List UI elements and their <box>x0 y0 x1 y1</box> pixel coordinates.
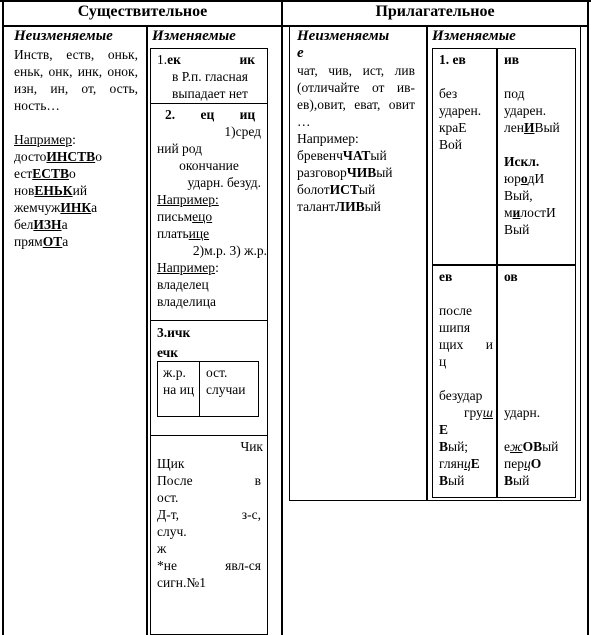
adj-iv-l2: ударен. <box>504 103 547 118</box>
rule4-line1: Чик <box>240 439 263 454</box>
noun-example-list <box>14 148 138 250</box>
rule3-title: 3.ичк <box>157 325 191 340</box>
rule4-line5 <box>157 506 261 523</box>
adj-ev-l3: краЕ <box>439 120 467 135</box>
noun-col-divider <box>146 25 148 635</box>
adj-ev2-l2: шипя <box>439 320 471 335</box>
frame-mid <box>281 0 283 635</box>
rule4-line7: ж <box>157 541 167 556</box>
adj-iv-e1-post: дИ <box>527 171 545 186</box>
adj-iv-e1-u: о <box>520 171 528 186</box>
adj-iv-e2: Вый, <box>504 188 533 203</box>
noun-example-3 <box>14 199 138 216</box>
noun-example-5 <box>14 233 138 250</box>
adj-iv-e3 <box>504 204 572 221</box>
rule3-title2: ечк <box>157 345 179 360</box>
rule3-cell-right: ост. случаи <box>206 365 246 397</box>
noun-example-suffix: ЕСТВ <box>32 166 69 181</box>
noun-example-pre: ест <box>14 166 33 181</box>
adj-ev2-l5: безудар <box>439 388 483 403</box>
adj-ev2-l9-b: Е <box>470 456 480 471</box>
adj-ev-head <box>439 51 493 68</box>
adjective-example-pre: болот <box>297 182 330 197</box>
adjective-example-post: ый <box>370 148 387 163</box>
adjective-inner-col-divider <box>496 48 498 498</box>
adjective-changeable-heading: Изменяемые <box>432 28 516 44</box>
rule2-ex1-underlined: ецо <box>192 209 213 224</box>
rule4-line5a: Д-т, <box>157 507 179 522</box>
noun-example-0 <box>14 148 138 165</box>
adjective-example-pre: талант <box>297 199 336 214</box>
adj-iv-head: ив <box>504 52 520 67</box>
noun-unchangeable-heading: Неизменяемые <box>14 28 113 44</box>
adj-ov-cell <box>504 268 574 489</box>
rule-num <box>157 51 181 68</box>
adjective-example-suffix: ИСТ <box>329 182 359 197</box>
rule4-line3 <box>157 472 261 489</box>
rule4-line8 <box>157 557 261 574</box>
rule4-line4: ост. <box>157 490 179 505</box>
adjective-example-0 <box>297 147 415 164</box>
adj-ev2-l9 <box>439 455 493 472</box>
adj-ev2-head: ев <box>439 269 453 284</box>
rule4-line3b: в <box>254 473 261 488</box>
adjective-col-divider <box>426 25 428 501</box>
adj-ov-l2-b: ОВ <box>522 439 543 454</box>
adj-ev2-l9-pre: глян <box>439 456 465 471</box>
rule2-ex1-pre: письм <box>157 209 193 224</box>
adjective-example-suffix: ЧАТ <box>342 148 371 163</box>
rule1-text: в Р.п. гласная выпадает нет <box>172 69 248 101</box>
rule4-line5b: з-с, <box>241 507 261 522</box>
noun-example-pre: бел <box>14 217 34 232</box>
adjective-example-post: ый <box>364 199 381 214</box>
noun-example-suffix: ЕНЬК <box>34 183 73 198</box>
adjective-example-label: Например: <box>297 131 359 146</box>
noun-example-suffix: ИЗН <box>33 217 62 232</box>
rule2-line2: ний род <box>157 141 203 156</box>
adj-ev2-l3: щих и <box>439 337 493 352</box>
noun-unchangeable-column <box>14 28 138 250</box>
rule2-example-label: Например: <box>157 192 219 207</box>
adj-iv-l3-bold: И <box>523 120 535 135</box>
noun-example-post: а <box>62 234 69 249</box>
rule2-ex1 <box>157 208 261 225</box>
adj-iv-l3-pre: лен <box>504 120 524 135</box>
adj-ev2-l1: после <box>439 303 473 318</box>
adjective-unchangeable-heading: Неизменяемы <box>297 28 390 44</box>
adjective-inner-row-divider <box>432 264 576 266</box>
frame-top <box>0 0 591 2</box>
rule4-line3a: После <box>157 473 193 488</box>
adj-ev2-l10-line: Вый <box>439 473 465 488</box>
noun-example-post: а <box>61 217 68 232</box>
adjective-example-1 <box>297 164 415 181</box>
adj-ev2-cell <box>439 268 493 489</box>
rule2-ex4: владелица <box>157 294 216 309</box>
frame-left <box>2 0 4 635</box>
rule2-ex3: владелец <box>157 277 209 292</box>
noun-example-pre: прям <box>14 234 43 249</box>
adj-ev2-l8-line: Вый; <box>439 439 469 454</box>
adj-ev2-l6-pre: гру <box>463 405 483 420</box>
rule2-example-label2-line: Например: <box>157 260 219 275</box>
adjective-title: Прилагательное <box>375 3 495 20</box>
adj-ev2-l4: ц <box>439 354 447 369</box>
noun-example-label-line: Например: <box>14 132 76 147</box>
noun-changeable-heading: Изменяемые <box>152 28 236 44</box>
noun-example-4 <box>14 216 138 233</box>
noun-rule-ec-ic-content <box>157 106 267 310</box>
noun-example-pre: жемчуж <box>14 200 61 215</box>
adj-iv-e3-u: и <box>512 205 521 220</box>
noun-example-suffix: ОТ <box>42 234 63 249</box>
adj-ov-l3 <box>504 455 574 472</box>
adj-ov-l3-pre: пер <box>504 456 524 471</box>
noun-example-pre: нов <box>14 183 35 198</box>
adjective-example-post: ый <box>376 165 393 180</box>
adjective-example-post: ый <box>358 182 376 197</box>
adj-ov-l3-u: ц <box>523 456 531 471</box>
rule1-right: ик <box>239 52 255 67</box>
noun-example-post: а <box>91 200 98 215</box>
rule1-left: ек <box>167 52 181 67</box>
adj-ev-head-text: 1. ев <box>439 52 466 67</box>
adj-iv-cell <box>504 51 572 238</box>
adjective-example-pre: разговор <box>297 165 347 180</box>
rule2-line5: 2)м.р. 3) ж.р. <box>192 243 267 258</box>
adj-ov-head: ов <box>504 269 518 284</box>
rule2-example-label2: Например <box>157 260 216 275</box>
adjective-example-list <box>297 147 415 215</box>
adj-iv-e4: Вый <box>504 222 530 237</box>
adjective-unchangeable-heading-tail: е <box>297 45 304 61</box>
adj-ov-l2-post: ый <box>542 439 559 454</box>
adj-ev2-l7: Е <box>439 422 449 437</box>
rule2-ex2 <box>157 225 261 242</box>
adjective-example-pre: бревенч <box>297 148 343 163</box>
adj-ev-l2: ударен. <box>439 103 482 118</box>
noun-title: Существительное <box>77 3 208 20</box>
rule3-inner-divider <box>199 361 200 417</box>
rule2-ex2-pre: плать <box>157 226 189 241</box>
adj-ev-cell <box>439 51 493 153</box>
adj-iv-exception-label: Искл. <box>504 154 540 169</box>
noun-suffix-list: Инств, еств, оньк, еньк, онк, инк, онок, изн, ин, от, ость, ность… <box>14 47 138 113</box>
rule4-line8b: явл-ся <box>225 558 261 573</box>
adj-iv-e1-pre: юр <box>504 171 521 186</box>
noun-example-1 <box>14 165 138 182</box>
rule3-cell-left: ж.р. на иц <box>163 365 195 397</box>
rule2-line3: окончание <box>179 158 239 173</box>
rule2-ex2-underlined: ице <box>188 226 210 241</box>
noun-rule-chik-content <box>157 438 261 591</box>
adj-ov-l2-pre: е <box>504 439 510 454</box>
noun-rule-ek-ik-content <box>157 51 263 102</box>
adjective-example-suffix: ЛИВ <box>335 199 365 214</box>
noun-rule-ek-ik-head <box>157 51 263 68</box>
rule4-line8a: *не <box>157 558 177 573</box>
adjective-suffix-list: чат, чив, ист, лив (отличайте от ив-ев),овит, еват, овит … <box>297 63 415 129</box>
rule4-line2: Щик <box>157 456 185 471</box>
rule3-title-block <box>157 324 190 361</box>
adj-ov-l2-u: ж <box>510 439 523 454</box>
adj-iv-e1 <box>504 170 572 187</box>
noun-example-pre: досто <box>14 149 47 164</box>
noun-example-post: о <box>69 166 76 181</box>
adj-ov-l1: ударн. <box>504 405 541 420</box>
adjective-example-3 <box>297 198 415 215</box>
noun-example-suffix: ИНСТВ <box>46 149 96 164</box>
adjective-example-2 <box>297 181 415 198</box>
adj-iv-e3-pre: м <box>504 205 513 220</box>
adj-ov-l3-b: О <box>530 456 542 471</box>
rule4-line9: сигн.№1 <box>157 575 206 590</box>
adj-ev2-l6-u: ш <box>482 405 493 420</box>
noun-example-post: ий <box>72 183 88 198</box>
noun-example-label: Например <box>14 132 73 147</box>
adj-iv-l3 <box>504 119 572 136</box>
frame-right <box>587 0 589 635</box>
rule1-num: 1. <box>157 52 168 67</box>
adjective-unchangeable-column <box>297 28 415 215</box>
rule2-title: 2. ец иц <box>165 107 256 122</box>
adj-ev-l1: без <box>439 86 458 101</box>
adj-ev-l4: Вой <box>439 137 462 152</box>
adj-iv-l1: под <box>504 86 525 101</box>
noun-example-suffix: ИНК <box>60 200 92 215</box>
noun-example-2 <box>14 182 138 199</box>
rule2-line1: 1)сред <box>224 124 261 139</box>
adj-ev2-l6 <box>439 404 493 421</box>
rule4-line6: случ. <box>157 524 187 539</box>
adj-ov-l4-line: Вый <box>504 473 530 488</box>
adjective-example-suffix: ЧИВ <box>346 165 377 180</box>
adj-ov-l2 <box>504 438 574 455</box>
rule2-line4: ударн. безуд. <box>187 175 261 190</box>
adj-iv-e3-post: лостИ <box>520 205 556 220</box>
adj-ev2-l9-u: ц <box>464 456 471 471</box>
noun-example-post: о <box>95 149 102 164</box>
adj-iv-l3-post: Вый <box>534 120 560 135</box>
